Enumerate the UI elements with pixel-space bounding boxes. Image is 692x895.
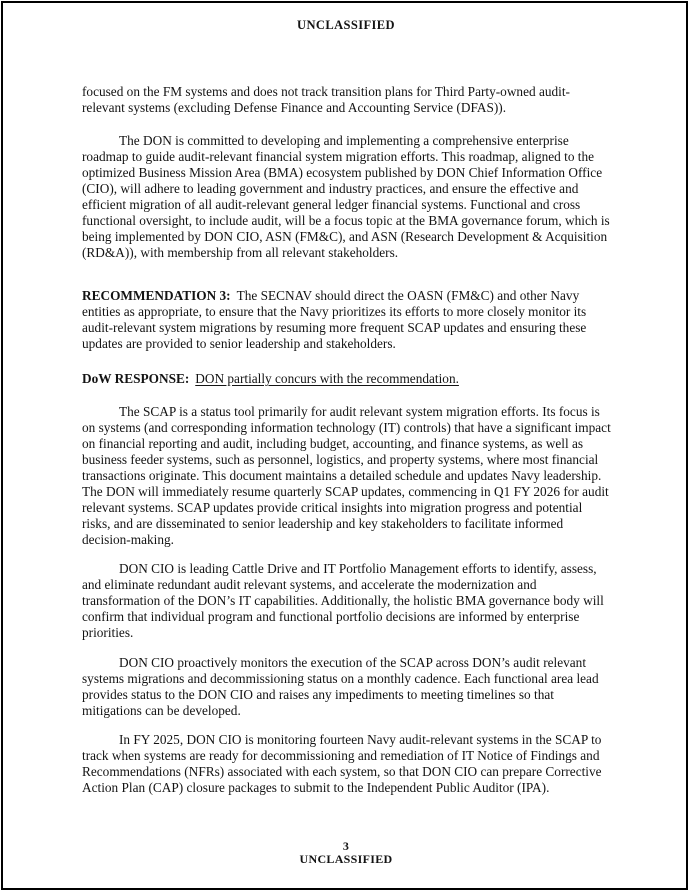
classification-banner-top: UNCLASSIFIED xyxy=(297,18,395,32)
page-footer xyxy=(0,840,692,866)
dow-response-text: DON partially concurs with the recommendation. xyxy=(195,371,459,386)
dow-response-label: DoW RESPONSE: xyxy=(82,371,190,386)
recommendation-3-block xyxy=(82,288,612,352)
roadmap-paragraph: The DON is committed to developing and implementing a comprehensive enterprise roadmap to guide audit-relevant financial system migration efforts. This roadmap, aligned to the optimized Business Mission Area (BMA) ecosystem published by DON Chief Information Office (CIO), will adhere to leading government and industry practices, and ensure the effective and efficient migration of all audit-relevant general ledger financial systems. Functional and cross functional oversight, to include audit, will be a focus topic at the BMA governance forum, which is being implemented by DON CIO, ASN (FM&C), and ASN (Research Development & Acquisition (RD&A)), with membership from all relevant stakeholders. xyxy=(82,133,610,260)
fy2025-paragraph: In FY 2025, DON CIO is monitoring fourteen Navy audit-relevant systems in the SCAP to track when systems are ready for decommissioning and remediation of IT Notice of Findings and Recommendations (NFRs) associated with each system, so that DON CIO can prepare Corrective Action Plan (CAP) closure packages to submit to the Independent Public Auditor (IPA). xyxy=(82,732,602,795)
page-number: 3 xyxy=(342,839,350,853)
dow-response-block xyxy=(82,371,612,387)
recommendation-3-label: RECOMMENDATION 3: xyxy=(82,288,231,303)
recommendation-3-text: The SECNAV should direct the OASN (FM&C) and other Navy entities as appropriate, to ensure that the Navy prioritizes its efforts to more closely monitor its audit-relevant system migrations by resuming more frequent SCAP updates and ensuring these updates are provided to senior leadership and stakeholders. xyxy=(82,288,587,351)
scap-status-paragraph: The SCAP is a status tool primarily for audit relevant system migration efforts. Its focus is on systems (and corresponding information technology (IT) controls) that have a significant impact on financial reporting and audit, including budget, accounting, and finance systems, as well as business feeder systems, such as personnel, logistics, and property systems, where most financial transactions originate. This document maintains a detailed schedule and updates Navy leadership. The DON will immediately resume quarterly SCAP updates, commencing in Q1 FY 2026 for audit relevant systems. SCAP updates provide critical insights into migration progress and potential risks, and are disseminated to senior leadership and key stakeholders to facilitate informed decision-making. xyxy=(82,404,611,547)
intro-paragraph: focused on the FM systems and does not track transition plans for Third Party-owned audit-relevant systems (excluding Defense Finance and Accounting Service (DFAS)). xyxy=(82,84,570,115)
classification-banner-bottom: UNCLASSIFIED xyxy=(299,852,393,866)
monthly-monitoring-paragraph: DON CIO proactively monitors the execution of the SCAP across DON’s audit relevant systems migrations and decommissioning status on a monthly cadence. Each functional area lead provides status to the DON CIO and raises any impediments to meeting timelines so that mitigations can be developed. xyxy=(82,655,599,718)
document-body xyxy=(82,84,612,796)
cattle-drive-paragraph: DON CIO is leading Cattle Drive and IT Portfolio Management efforts to identify, assess, and eliminate redundant audit relevant systems, and accelerate the modernization and transformation of the DON’s IT capabilities. Additionally, the holistic BMA governance body will confirm that individual program and functional portfolio decisions are informed by enterprise priorities. xyxy=(82,561,604,640)
